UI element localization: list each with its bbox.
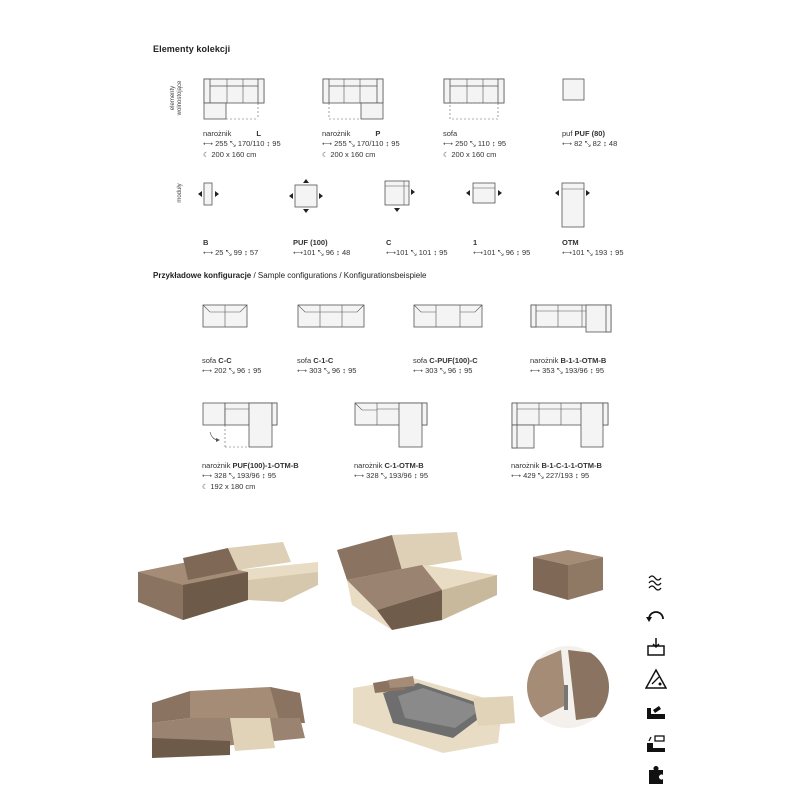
schematic-corner-p xyxy=(322,78,384,122)
schematic-module-c xyxy=(384,180,418,214)
vertical-label-modules: moduły xyxy=(177,183,183,203)
photo-corner-sofa xyxy=(133,530,323,635)
config-caption-c-1-c: sofa C-1-C ⟷ 303 ⤡ 96 ↕ 95 xyxy=(297,356,357,375)
feature-icons xyxy=(645,572,667,796)
schematic-corner-l xyxy=(203,78,265,122)
warning-icon xyxy=(645,668,667,691)
schematic-module-b xyxy=(198,181,220,207)
item-caption-p: narożnik P ⟷ 255 ⤡ 170/110 ↕ 95 ☾ 200 x 160 cm xyxy=(322,129,400,159)
config-caption-c-c: sofa C-C ⟷ 202 ⤡ 96 ↕ 95 xyxy=(202,356,262,375)
schematic-pouf-80 xyxy=(562,78,586,102)
schematic-module-1 xyxy=(466,182,502,206)
sleep-function-icon xyxy=(645,732,667,755)
photo-detail-circle xyxy=(526,645,610,729)
schematic-config-b-1-1-otm-b xyxy=(530,304,612,334)
photo-pouf xyxy=(528,545,608,605)
schematic-config-c-1-c xyxy=(297,304,365,330)
schematic-config-c-1-otm-b xyxy=(354,402,430,448)
config-caption-c-1-otm-b: narożnik C-1-OTM-B ⟷ 328 ⤡ 193/96 ↕ 95 xyxy=(354,461,429,480)
schematic-sofa xyxy=(443,78,505,122)
item-caption-pouf: puf PUF (80) ⟷ 82 ⤡ 82 ↕ 48 xyxy=(562,129,618,148)
config-caption-b-1-c-1-1-otm-b: narożnik B-1-C-1-1-OTM-B ⟷ 429 ⤡ 227/193 ↕ 95 xyxy=(511,461,602,480)
module-caption-puf100: PUF (100) ⟷101 ⤡ 96 ↕ 48 xyxy=(293,238,351,257)
photo-sofa-modular xyxy=(150,683,310,763)
module-caption-1: 1 ⟷101 ⤡ 96 ↕ 95 xyxy=(473,238,531,257)
schematic-config-c-puf-c xyxy=(413,304,483,330)
vertical-label-standalone: elementy wolnostojące xyxy=(170,80,183,116)
spring-icon xyxy=(645,572,667,595)
schematic-config-b-1-c-1-1-otm-b xyxy=(511,402,611,450)
item-caption-l: narożnik L ⟷ 255 ⤡ 170/110 ↕ 95 ☾ 200 x 160 cm xyxy=(203,129,281,159)
storage-icon xyxy=(645,636,667,659)
schematic-module-otm xyxy=(555,181,595,229)
section-title: Elementy kolekcji xyxy=(153,44,231,54)
module-caption-otm: OTM ⟷101 ⤡ 193 ↕ 95 xyxy=(562,238,624,257)
config-caption-b-1-1-otm-b: narożnik B-1-1-OTM-B ⟷ 353 ⤡ 193/96 ↕ 95 xyxy=(530,356,607,375)
module-caption-b: B ⟷ 25 ⤡ 99 ↕ 57 xyxy=(203,238,259,257)
sofa-mechanism-icon xyxy=(645,700,667,723)
modular-puzzle-icon xyxy=(645,764,667,787)
item-caption-sofa: sofa ⟷ 250 ⤡ 110 ↕ 95 ☾ 200 x 160 cm xyxy=(443,129,507,159)
configs-title: Przykładowe konfiguracje / Sample configurations / Konfigurationsbeispiele xyxy=(153,271,427,280)
photo-sofa-bed-open xyxy=(332,520,512,635)
config-caption-c-puf-c: sofa C-PUF(100)-C ⟷ 303 ⤡ 96 ↕ 95 xyxy=(413,356,478,375)
schematic-config-c-c xyxy=(202,304,248,330)
rotate-icon xyxy=(645,604,667,627)
schematic-config-puf-1-otm-b xyxy=(202,402,280,448)
photo-sleeping-function xyxy=(343,668,518,758)
schematic-module-puf100 xyxy=(289,179,323,213)
module-caption-c: C ⟷101 ⤡ 101 ↕ 95 xyxy=(386,238,448,257)
config-caption-puf-1-otm-b: narożnik PUF(100)-1-OTM-B ⟷ 328 ⤡ 193/96 ↕ 95 ☾ 192 x 180 cm xyxy=(202,461,299,491)
